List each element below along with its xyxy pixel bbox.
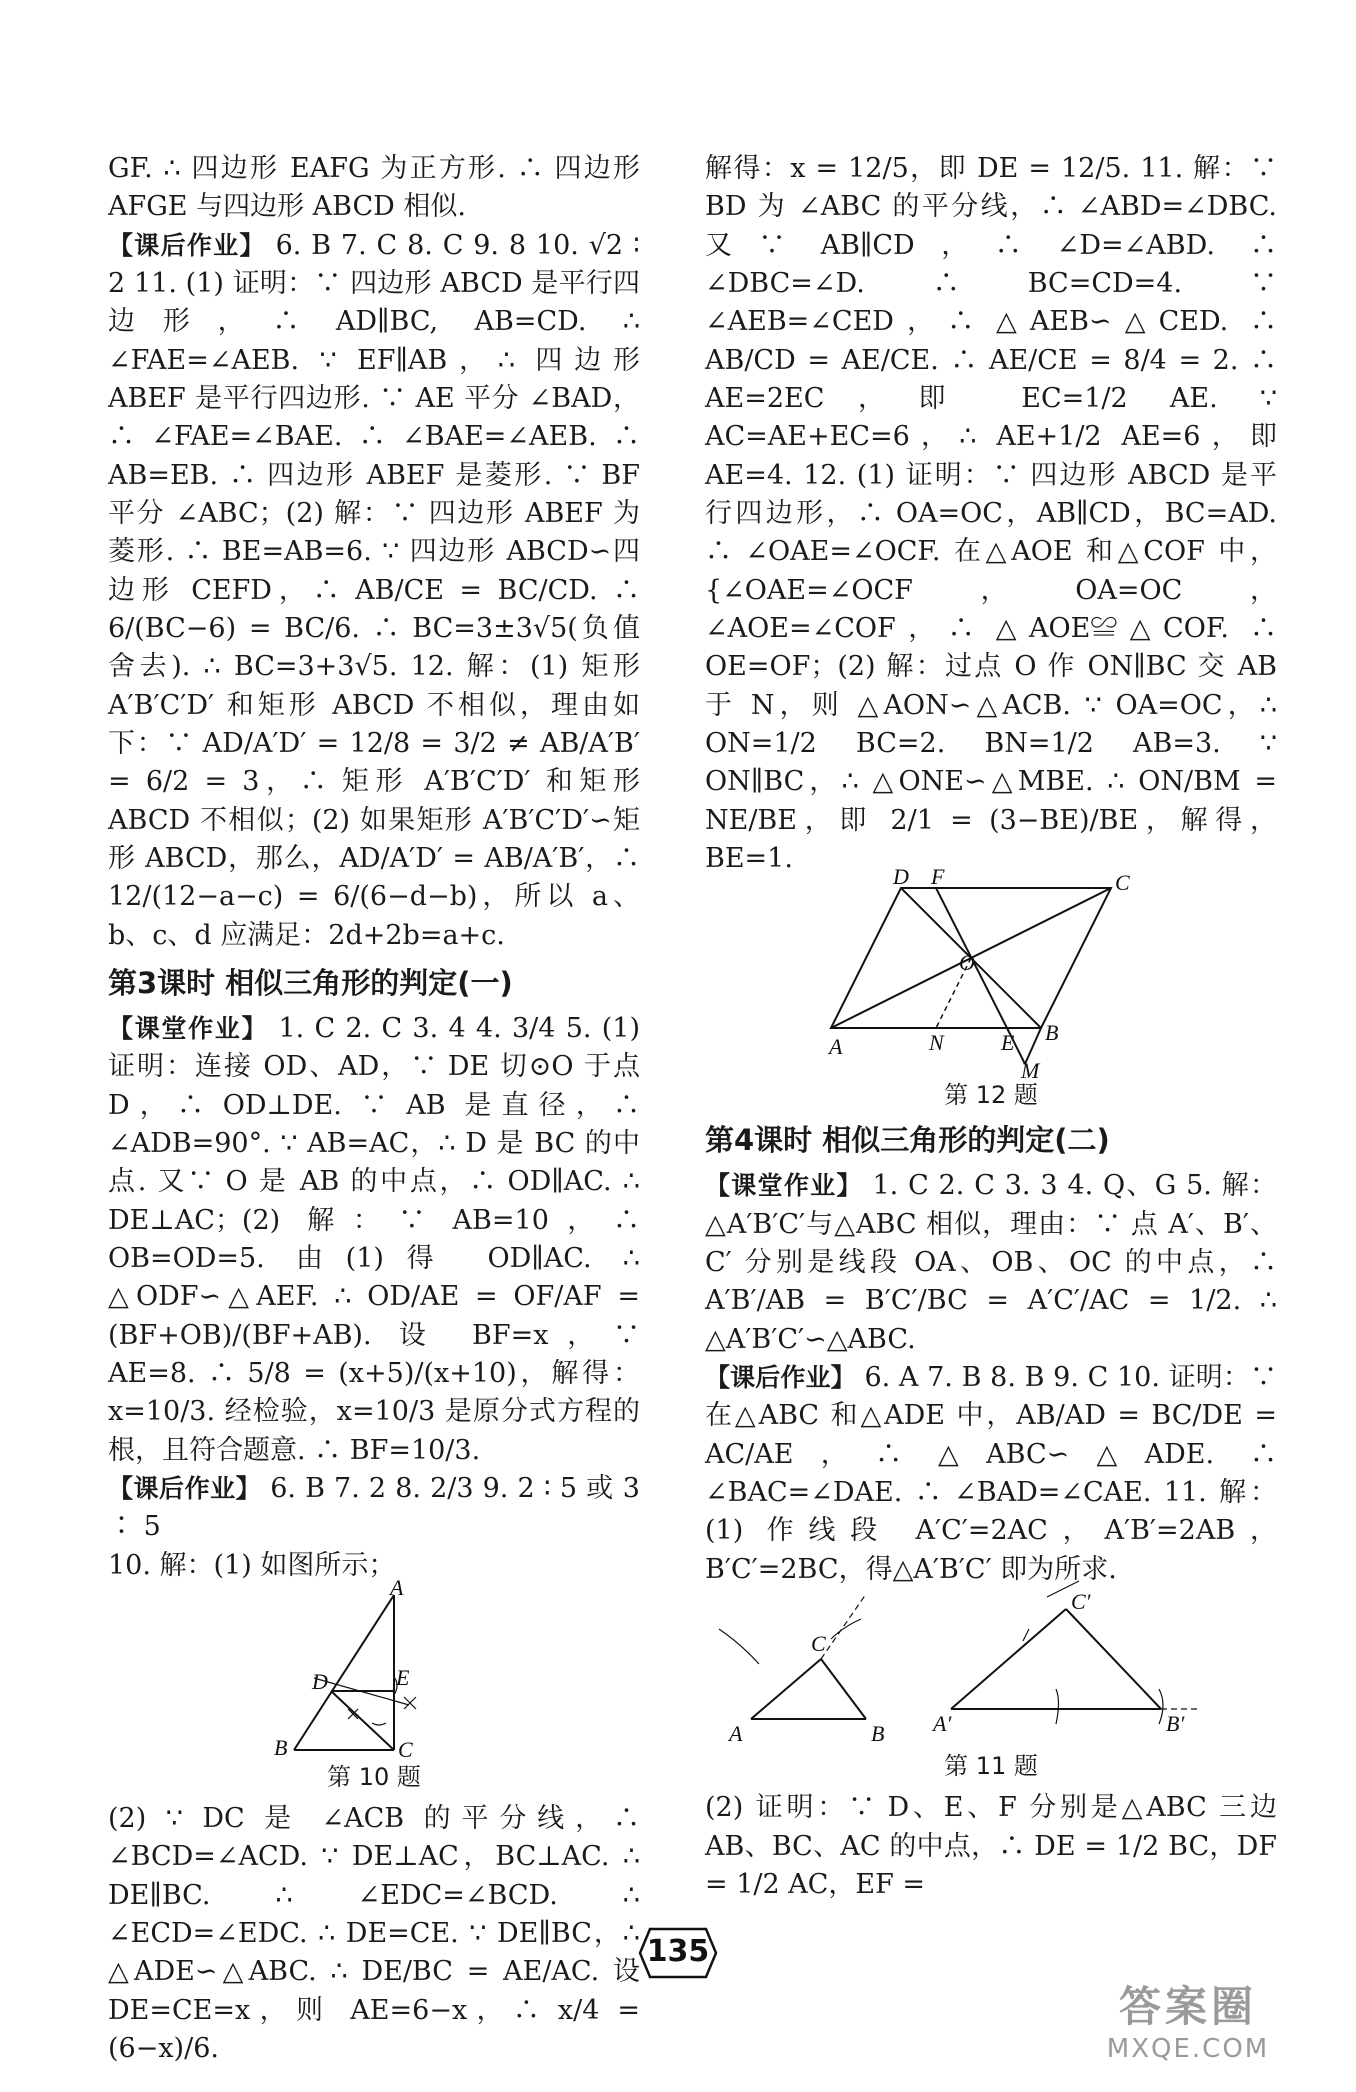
fig12-label-D: D: [893, 864, 909, 890]
right-paragraph-4: (2) 证明：∵ D、E、F 分别是△ABC 三边 AB、BC、AC 的中点，∴ DE = 1/2 BC，DF = 1/2 AC，EF =: [705, 1792, 1277, 1900]
right-paragraph-1: 解得：x = 12/5，即 DE = 12/5. 11. 解：∵ BD 为 ∠ABC 的平分线，∴ ∠ABD=∠DBC. 又∵ AB∥CD，∴ ∠D=∠ABD. ∴ ∠DBC=∠D. ∴ BC=CD=4. ∵ ∠AEB=∠CED，∴ △AEB∽△CED. ∴ AB/CD = AE/CE. ∴ AE/CE = 8/4 = 2. ∴ AE=2EC，即 EC=1/2 AE. ∵ AC=AE+EC=6，∴ AE+1/2 AE=6，即 AE=4. 12. (1) 证明：∵ 四边形 ABCD 是平行四边形，∴ OA=OC，AB∥CD，BC=AD. ∴ ∠OAE=∠OCF. 在△AOE 和△COF 中，{∠OAE=∠OCF，OA=OC，∠AOE=∠COF，∴ △AOE≌△COF. ∴ OE=OF；(2) 解：过点 O 作 ON∥BC 交 AB 于 N，则 △AON∽△ACB. ∵ OA=OC，∴ ON=1/2 BC=2. BN=1/2 AB=3. ∵ ON∥BC，∴ △ONE∽△MBE. ∴ ON/BM = NE/BE，即 2/1 = (3−BE)/BE，解得，BE=1.: [705, 153, 1277, 874]
figure-10: [244, 1574, 504, 1762]
fig11-label-B-prime: B′: [1166, 1711, 1185, 1737]
classwork-tag-2: 【课堂作业】: [705, 1171, 863, 1201]
left-paragraph-2-text: 6. B 7. C 8. C 9. 8 10. √2 ∶ 2 11. (1) 证明：∵ 四边形 ABCD 是平行四边形，∴ AD∥BC, AB=CD. ∴ ∠FAE=∠AEB. ∵ EF∥AB，∴ 四边形 ABEF 是平行四边形. ∵ AE 平分 ∠BAD，∴ ∠FAE=∠BAE. ∴ ∠BAE=∠AEB. ∴ AB=EB. ∴ 四边形 ABEF 是菱形. ∵ BF 平分 ∠ABC；(2) 解：∵ 四边形 ABEF 为菱形. ∴ BE=AB=6. ∵ 四边形 ABCD∽四边形 CEFD，∴ AB/CE = BC/CD. ∴ 6/(BC−6) = BC/6. ∴ BC=3±3√5(负值舍去). ∴ BC=3+3√5. 12. 解：(1) 矩形 A′B′C′D′ 和矩形 ABCD 不相似，理由如下：∵ AD/A′D′ = 12/8 = 3/2 ≠ AB/A′B′ = 6/2 = 3，∴ 矩形 A′B′C′D′ 和矩形 ABCD 不相似；(2) 如果矩形 A′B′C′D′∽矩形 ABCD，那么，AD/A′D′ = AB/A′B′，∴ 12/(12−a−c) = 6/(6−d−b)，所以 a、b、c、d 应满足：2d+2b=a+c.: [108, 229, 640, 951]
left-paragraph-1: GF. ∴ 四边形 EAFG 为正方形. ∴ 四边形 AFGE 与四边形 ABCD 相似.: [108, 153, 640, 223]
classwork-tag: 【课堂作业】: [108, 1014, 269, 1044]
left-paragraph-6: (2) ∵ DC 是 ∠ACB 的平分线，∴ ∠BCD=∠ACD. ∵ DE⊥AC，BC⊥AC. ∴ DE∥BC. ∴ ∠EDC=∠BCD. ∴ ∠ECD=∠EDC. ∴ DE=CE. ∵ DE∥BC，∴ △ADE∽△ABC. ∴ DE/BC = AE/AC. 设 DE=CE=x，则 AE=6−x，∴ x/4 = (6−x)/6.: [108, 1803, 640, 2065]
fig11-label-B: B: [871, 1721, 885, 1747]
fig12-label-F: F: [931, 864, 945, 890]
left-paragraph-2: [108, 227, 640, 955]
left-paragraph-4-text: 6. B 7. 2 8. 2/3 9. 2 ∶ 5 或 3 ∶ 5: [108, 1473, 640, 1543]
right-paragraph-3-text: 6. A 7. B 8. B 9. C 10. 证明：∵ 在△ABC 和△ADE 中，AB/AD = BC/DE = AC/AE，∴ △ABC∽△ADE. ∴ ∠BAC=∠DAE. ∴ ∠BAD=∠CAE. 11. 解：(1) 作线段 A′C′=2AC，A′B′=2AB，B′C′=2BC，得△A′B′C′ 即为所求.: [705, 1362, 1277, 1585]
left-paragraph-3-text: 1. C 2. C 3. 4 4. 3/4 5. (1) 证明：连接 OD、AD，∵ DE 切⊙O 于点 D，∴ OD⊥DE. ∵ AB 是直径，∴ ∠ADB=90°. ∵ AB=AC，∴ D 是 BC 的中点. 又∵ O 是 AB 的中点，∴ OD∥AC. ∴ DE⊥AC；(2) 解：∵ AB=10，∴ OB=OD=5. 由(1)得 OD∥AC. ∴ △ODF∽△AEF. ∴ OD/AE = OF/AF = (BF+OB)/(BF+AB). 设 BF=x，∵ AE=8. ∴ 5/8 = (x+5)/(x+10)，解得：x=10/3. 经检验，x=10/3 是原分式方程的根，且符合题意. ∴ BF=10/3.: [108, 1013, 640, 1466]
homework-tag-3: 【课后作业】: [705, 1363, 856, 1393]
figure-12: [829, 864, 1151, 1084]
right-column: [705, 150, 1277, 1904]
fig11-label-C: C: [811, 1631, 826, 1657]
right-paragraph-2-text: 1. C 2. C 3. 3 4. Q、G 5. 解：△A′B′C′与△ABC 相似，理由：∵ 点 A′、B′、C′ 分别是线段 OA、OB、OC 的中点，∴ A′B′/AB = B′C′/BC = A′C′/AC = 1/2. ∴ △A′B′C′∽△ABC.: [705, 1170, 1277, 1355]
fig12-label-M: M: [1021, 1058, 1040, 1084]
fig10-label-E: E: [396, 1664, 410, 1690]
fig10-label-B: B: [274, 1734, 288, 1760]
page-number-text: 135: [646, 1934, 710, 1969]
fig11-label-C-prime: C′: [1071, 1589, 1091, 1615]
figure-11-caption: 第 11 题: [944, 1752, 1038, 1781]
homework-tag: 【课后作业】: [108, 230, 266, 260]
figure-11: [711, 1589, 1271, 1749]
fig10-label-A: A: [390, 1574, 404, 1600]
homework-tag-2: 【课后作业】: [108, 1474, 262, 1503]
section-heading-lesson-4: 第4课时 相似三角形的判定(二): [705, 1123, 1110, 1158]
fig12-label-O: O: [959, 950, 975, 976]
watermark-line-2: MXQE.COM: [1106, 2034, 1270, 2064]
watermark: [1048, 1974, 1328, 2074]
fig11-label-A: A: [729, 1721, 743, 1747]
page-number: [638, 1925, 718, 1981]
fig10-label-D: D: [312, 1668, 328, 1694]
figure-12-caption: 第 12 题: [944, 1081, 1038, 1110]
left-paragraph-5: 10. 解：(1) 如图所示；: [108, 1549, 396, 1581]
fig10-label-C: C: [398, 1736, 413, 1762]
fig12-label-N: N: [929, 1030, 944, 1056]
fig12-label-A: A: [829, 1034, 843, 1060]
fig12-label-E: E: [1001, 1030, 1015, 1056]
fig12-label-B: B: [1045, 1020, 1059, 1046]
left-paragraph-3: [108, 1010, 640, 1470]
fig11-label-A-prime: A′: [933, 1711, 952, 1737]
left-column: [108, 150, 640, 2068]
fig12-label-C: C: [1115, 870, 1130, 896]
watermark-line-1: 答案圈: [1118, 1982, 1257, 2031]
right-paragraph-2: [705, 1167, 1277, 1359]
figure-10-caption: 第 10 题: [327, 1762, 421, 1791]
left-paragraph-4: [108, 1470, 640, 1547]
right-paragraph-3: [705, 1359, 1277, 1589]
section-heading-lesson-3: 第3课时 相似三角形的判定(一): [108, 965, 513, 1000]
